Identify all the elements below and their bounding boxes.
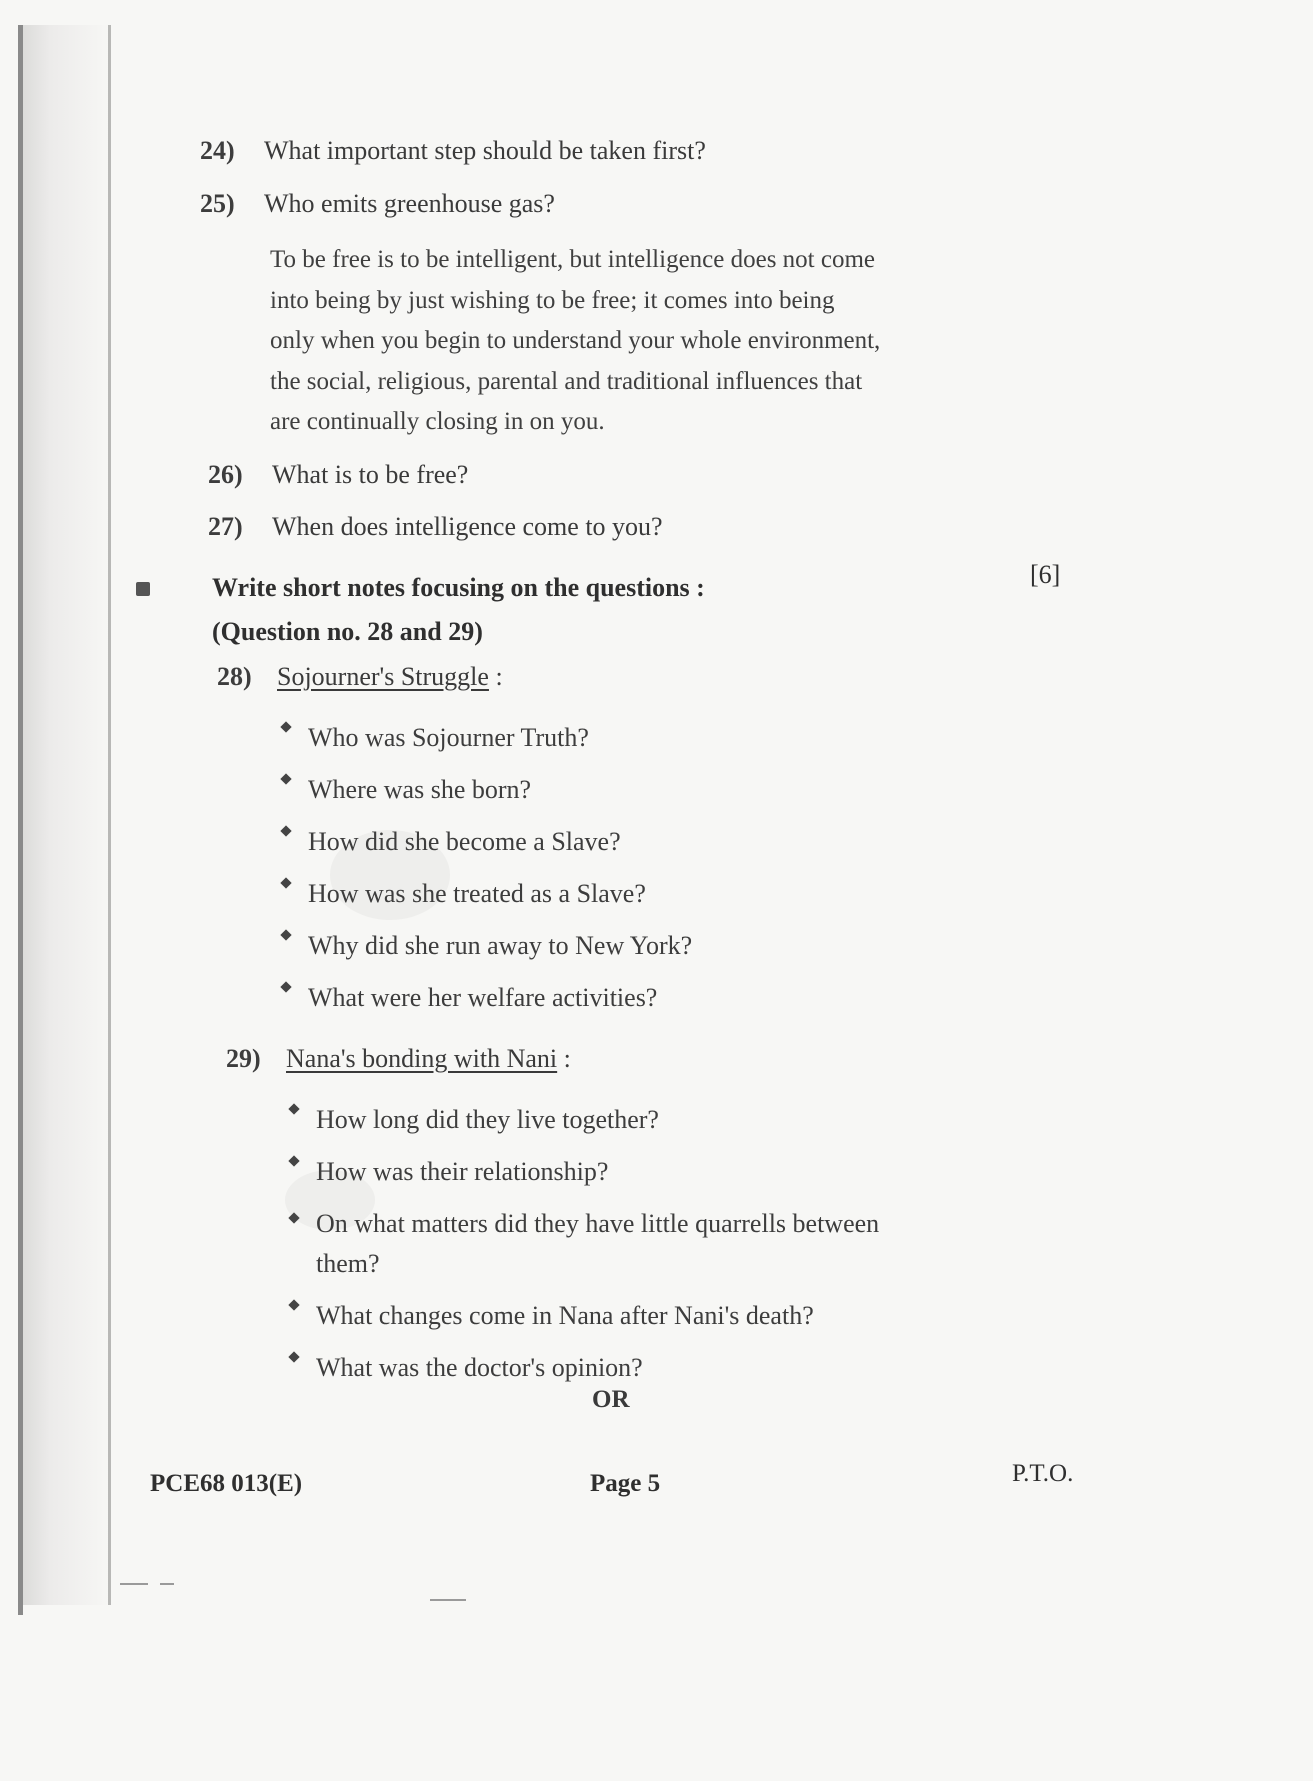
question-27 [208, 512, 663, 542]
bullet-icon [280, 825, 291, 836]
question-number: 24) [200, 136, 235, 165]
bullet-icon [280, 721, 291, 732]
passage-line: are continually closing in on you. [270, 408, 605, 435]
scan-margin-line [18, 25, 23, 1615]
list-item: How was she treated as a Slave? [280, 868, 692, 920]
list-item: On what matters did they have little quarrells between them? [288, 1198, 879, 1290]
list-item: How long did they live together? [288, 1094, 879, 1146]
list-item: What were her welfare activities? [280, 972, 692, 1024]
bullet-icon [288, 1351, 299, 1362]
bullet-icon [280, 773, 291, 784]
section-heading [212, 566, 705, 654]
pto-label: P.T.O. [1012, 1460, 1074, 1487]
list-item: What was the doctor's opinion? [288, 1342, 879, 1394]
section-heading-line: (Question no. 28 and 29) [212, 617, 483, 646]
bullet-icon [280, 981, 291, 992]
scan-margin-line-inner [108, 25, 111, 1605]
topic-28-bullets [280, 712, 692, 1024]
bullet-icon [280, 929, 291, 940]
question-text: Who emits greenhouse gas? [264, 189, 555, 218]
list-item: What changes come in Nana after Nani's death? [288, 1290, 879, 1342]
passage-line: only when you begin to understand your whole environment, [270, 327, 881, 354]
section-heading-line: Write short notes focusing on the questions : [212, 573, 705, 602]
scan-dash [430, 1599, 466, 1601]
list-item: Who was Sojourner Truth? [280, 712, 692, 764]
question-text: When does intelligence come to you? [272, 512, 663, 541]
list-item: Where was she born? [280, 764, 692, 816]
topic-title: Nana's bonding with Nani [286, 1044, 558, 1073]
page-number: Page 5 [590, 1470, 661, 1497]
passage-line: into being by just wishing to be free; it comes into being [270, 286, 835, 314]
question-number: 27) [208, 512, 243, 541]
bullet-icon [288, 1299, 299, 1310]
paper-code: PCE68 013(E) [150, 1470, 303, 1497]
bullet-icon [288, 1103, 299, 1114]
bullet-icon [288, 1155, 299, 1166]
section-marks: [6] [1030, 560, 1061, 589]
scan-dash [160, 1583, 174, 1585]
bullet-icon [288, 1212, 299, 1223]
question-25 [200, 189, 555, 219]
list-item: How was their relationship? [288, 1146, 879, 1198]
passage [270, 240, 950, 443]
topic-suffix: : [488, 662, 503, 691]
or-separator: OR [592, 1386, 630, 1413]
section-marker-icon [136, 582, 150, 596]
passage-line: the social, religious, parental and traditional influences that [270, 367, 863, 395]
topic-number: 29) [226, 1044, 261, 1073]
topic-29-bullets [288, 1094, 879, 1394]
topic-29 [226, 1044, 571, 1074]
scan-dash [120, 1583, 148, 1585]
topic-number: 28) [217, 662, 252, 691]
scan-margin-shadow [18, 25, 110, 1605]
topic-28 [217, 662, 503, 692]
bullet-icon [280, 877, 291, 888]
question-text: What is to be free? [272, 460, 469, 489]
list-item: Why did she run away to New York? [280, 920, 692, 972]
topic-title: Sojourner's Struggle [277, 662, 489, 691]
question-24 [200, 136, 706, 166]
list-item: How did she become a Slave? [280, 816, 692, 868]
question-number: 26) [208, 460, 243, 489]
question-26 [208, 460, 468, 490]
question-number: 25) [200, 189, 235, 218]
passage-line: To be free is to be intelligent, but intelligence does not come [270, 246, 876, 273]
topic-suffix: : [557, 1044, 571, 1073]
question-text: What important step should be taken first? [264, 136, 706, 165]
